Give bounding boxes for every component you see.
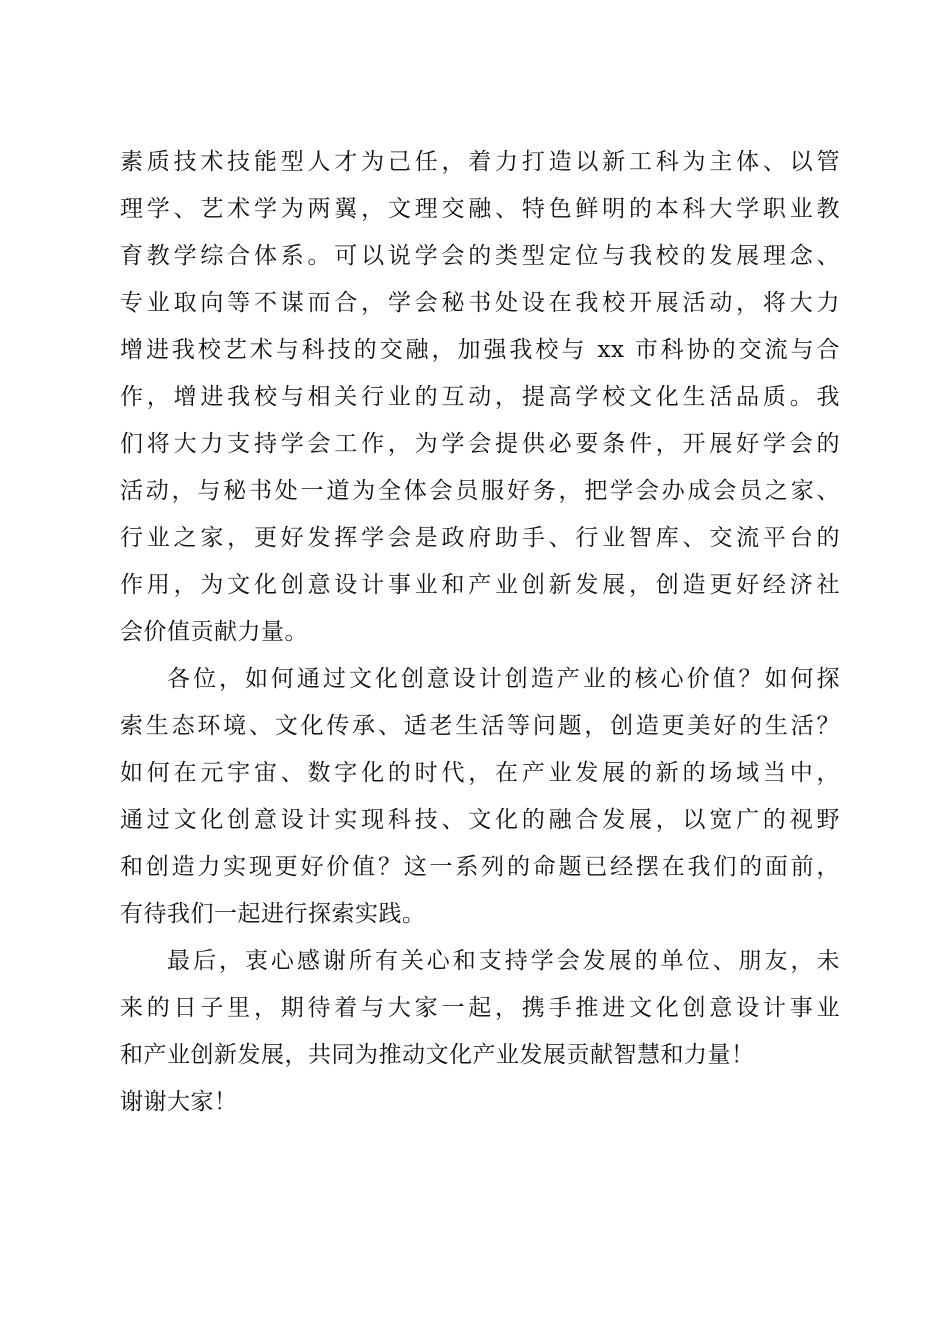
text-line: 来的日子里，期待着与大家一起，携手推进文化创意设计事业: [120, 995, 840, 1021]
text-line: 最后，衷心感谢所有关心和支持学会发展的单位、朋友，未: [167, 948, 840, 974]
text-line: 增进我校艺术与科技的交融，加强我校与 xx 市科协的交流与合: [120, 337, 840, 363]
text-line: 作用，为文化创意设计事业和产业创新发展，创造更好经济社: [120, 572, 840, 598]
text-line: 谢谢大家！: [120, 1089, 238, 1115]
text-line: 们将大力支持学会工作，为学会提供必要条件，开展好学会的: [120, 431, 840, 457]
text-line: 各位，如何通过文化创意设计创造产业的核心价值？如何探: [167, 666, 840, 692]
text-line: 理学、艺术学为两翼，文理交融、特色鲜明的本科大学职业教: [120, 196, 840, 222]
text-line: 索生态环境、文化传承、适老生活等问题，创造更美好的生活？: [120, 713, 840, 739]
text-line: 和创造力实现更好价值？这一系列的命题已经摆在我们的面前，: [120, 854, 840, 880]
text-line: 活动，与秘书处一道为全体会员服好务，把学会办成会员之家、: [120, 478, 840, 504]
text-line: 素质技术技能型人才为己任，着力打造以新工科为主体、以管: [120, 149, 840, 175]
text-line: 如何在元宇宙、数字化的时代，在产业发展的新的场域当中，: [120, 760, 840, 786]
text-line: 通过文化创意设计实现科技、文化的融合发展，以宽广的视野: [120, 807, 840, 833]
text-line: 育教学综合体系。可以说学会的类型定位与我校的发展理念、: [120, 243, 840, 269]
text-line: 作，增进我校与相关行业的互动，提高学校文化生活品质。我: [120, 384, 840, 410]
text-line: 有待我们一起进行探索实践。: [120, 901, 426, 927]
text-line: 专业取向等不谋而合，学会秘书处设在我校开展活动，将大力: [120, 290, 840, 316]
text-line: 行业之家，更好发挥学会是政府助手、行业智库、交流平台的: [120, 525, 840, 551]
text-line: 和产业创新发展，共同为推动文化产业发展贡献智慧和力量！: [120, 1042, 755, 1068]
text-line: 会价值贡献力量。: [120, 619, 308, 645]
